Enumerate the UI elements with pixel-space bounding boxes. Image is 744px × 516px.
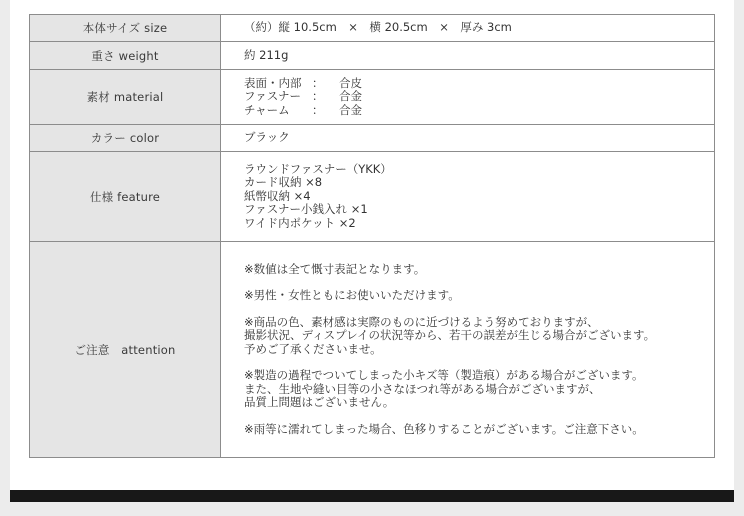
feature-line: カード収納 ×8 (244, 175, 323, 190)
attention-note (244, 423, 706, 437)
note-line: ※数値は全て慨寸表記となります。 (244, 261, 426, 276)
spec-row-attention (30, 242, 715, 458)
spec-value-color: ブラック (221, 125, 715, 152)
spec-row-material (30, 70, 715, 125)
feature-line: ラウンドファスナー（YKK） (244, 161, 392, 176)
bottom-bar (10, 490, 734, 502)
feature-line: 紙幣収納 ×4 (244, 188, 311, 203)
note-line: ※男性・女性ともにお使いいただけます。 (244, 288, 460, 303)
material-colon: ： (312, 102, 324, 117)
material-part: チャーム (244, 102, 290, 117)
feature-line: ワイド内ポケット ×2 (244, 215, 356, 230)
note-line: ※雨等に濡れてしまった場合、色移りすることがございます。ご注意下さい。 (244, 421, 644, 436)
spec-row-weight (30, 42, 715, 70)
note-line: 品質上問題はございません。 (244, 395, 395, 410)
material-part: 表面・内部 (244, 75, 302, 90)
material-part: ファスナー (244, 89, 302, 104)
material-line (244, 104, 706, 118)
attention-note (244, 369, 706, 410)
note-line: ※製造の過程でついてしまった小キズ等（製造痕）がある場合がございます。 (244, 368, 644, 383)
note-line: ※商品の色、素材感は実際のものに近づけるよう努めておりますが、 (244, 314, 599, 329)
spec-row-color (30, 125, 715, 152)
spec-label-attention: ご注意 attention (30, 242, 221, 458)
spec-label-feature: 仕様 feature (30, 152, 221, 242)
spec-value-attention (221, 242, 715, 458)
feature-line: ファスナー小銭入れ ×1 (244, 202, 368, 217)
spec-row-feature (30, 152, 715, 242)
spec-value-weight: 約 211g (221, 42, 715, 70)
spec-label-material: 素材 material (30, 70, 221, 125)
spec-table (29, 14, 715, 458)
attention-note (244, 263, 706, 277)
note-line: また、生地や縫い目等の小さなほつれ等がある場合がございますが、 (244, 381, 601, 396)
material-line (244, 90, 706, 104)
note-line: 撮影状況、ディスプレイの状況等から、若干の誤差が生じる場合がございます。 (244, 328, 656, 343)
material-name: 合金 (339, 102, 362, 117)
spec-value-size: （約）縦 10.5cm × 横 20.5cm × 厚み 3cm (221, 15, 715, 42)
spec-label-color: カラー color (30, 125, 221, 152)
spec-value-material (221, 70, 715, 125)
material-colon: ： (312, 89, 324, 104)
spec-row-size (30, 15, 715, 42)
attention-note (244, 289, 706, 303)
material-name: 合金 (339, 89, 362, 104)
attention-note (244, 316, 706, 357)
material-name: 合皮 (339, 75, 362, 90)
spec-label-size: 本体サイズ size (30, 15, 221, 42)
spec-label-weight: 重さ weight (30, 42, 221, 70)
note-line: 予めご了承くださいませ。 (244, 341, 382, 356)
spec-value-feature (221, 152, 715, 242)
material-colon: ： (312, 75, 324, 90)
material-line (244, 77, 706, 91)
